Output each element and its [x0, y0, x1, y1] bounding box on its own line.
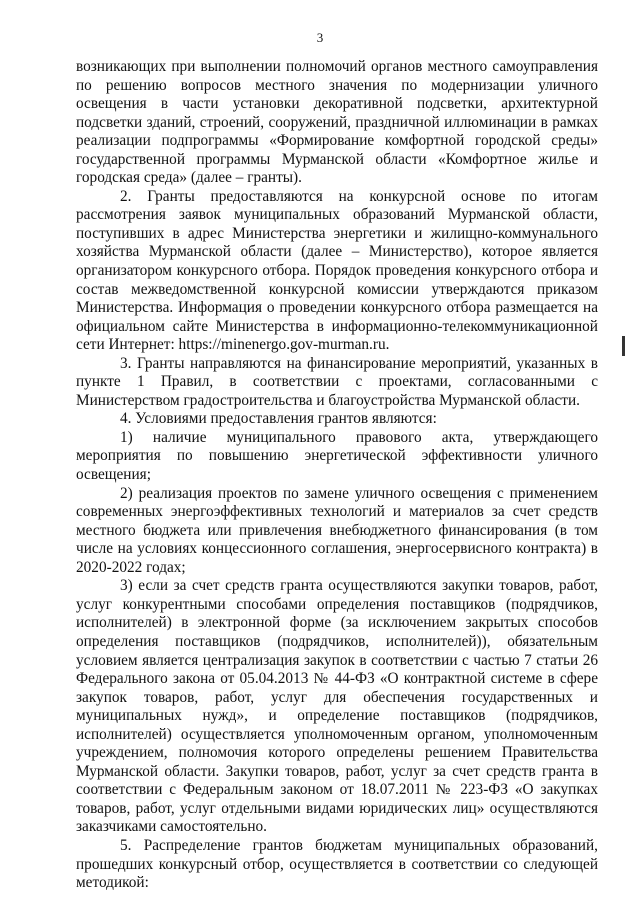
paragraph-item-4: 4. Условиями предоставления грантов являются: — [120, 410, 437, 428]
paragraph-item-2: 2. Гранты предоставляются на конкурсной основе по итогам рассмотрения заявок муниципальных образований Мурманской области, поступивших в адрес Министерства энергетики и жилищно-коммунального хозяйства Мурманской области (далее – Министерство), которое является организатором конкурсного отбора. Порядок проведения конкурсного отбора и состав межведомственной конкурсной комиссии утверждаются приказом Министерства. Информация о проведении конкурсного отбора размещается на официальном сайте Министерства в информационно-телекоммуникационной сети Интернет: https://minenergo.gov-murman.ru. — [76, 187, 598, 354]
paragraph-item-5: 5. Распределение грантов бюджетам муниципальных образований, прошедших конкурсный отбор, осуществляется в соответствии со следующей методикой: — [76, 836, 598, 892]
paragraph-continuation: возникающих при выполнении полномочий органов местного самоуправления по решению вопросов местного значения по модернизации уличного освещения в части установки декоративной подсветки, архитектурной подсветки зданий, строений, сооружений, праздничной иллюминации в рамках реализации подпрограммы «Формирование комфортной городской среды» государственной программы Мурманской области «Комфортное жилье и городская среда» (далее – гранты). — [76, 58, 598, 187]
paragraph-subitem-4-3: 3) если за счет средств гранта осуществляются закупки товаров, работ, услуг конкурентными способами определения поставщиков (подрядчиков, исполнителей) в электронной форме (за исключением закрытых способов определения поставщиков (подрядчиков, исполнителей)), обязательным условием является централизация закупок в соответствии с частью 7 статьи 26 Федерального закона от 05.04.2013 № 44-ФЗ «О контрактной системе в сфере закупок товаров, работ, услуг для обеспечения государственных и муниципальных нужд», и определение поставщиков (подрядчиков, исполнителей) осуществляется уполномоченным органом, уполномоченным учреждением, полномочия которого определены решением Правительства Мурманской области. Закупки товаров, работ, услуг за счет средств гранта в соответствии с Федеральным законом от 18.07.2011 № 223-ФЗ «О закупках товаров, работ, услуг отдельными видами юридических лиц» осуществляются заказчиками самостоятельно. — [76, 577, 598, 836]
paragraph-subitem-4-1: 1) наличие муниципального правового акта, утверждающего мероприятия по повышению энергетической эффективности уличного освещения; — [76, 428, 598, 484]
scan-margin-mark — [622, 336, 625, 356]
paragraph-item-3: 3. Гранты направляются на финансирование мероприятий, указанных в пункте 1 Правил, в соответствии с проектами, согласованными с Министерством градостроительства и благоустройства Мурманской области. — [76, 354, 598, 409]
paragraph-subitem-4-2: 2) реализация проектов по замене уличного освещения с применением современных энергоэффективных технологий и материалов за счет средств местного бюджета или привлечения внебюджетного финансирования (в том числе на условиях концессионного соглашения, энергосервисного контракта) в 2020-2022 годах; — [76, 484, 598, 576]
page-number: 3 — [316, 30, 324, 45]
document-body — [76, 58, 598, 893]
